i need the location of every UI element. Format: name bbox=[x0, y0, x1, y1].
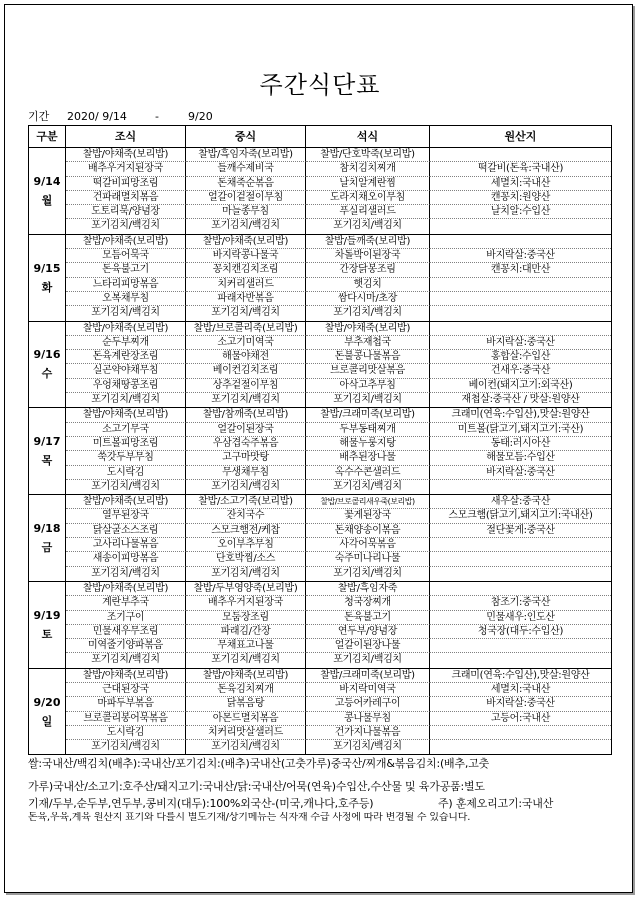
breakfast-cell: 마파두부볶음 bbox=[66, 697, 186, 711]
origin-cell bbox=[430, 740, 611, 754]
origin-cell: 세멸치:국내산 bbox=[430, 177, 611, 191]
origin-cell: 세멸치:국내산 bbox=[430, 683, 611, 697]
header-lunch: 중식 bbox=[186, 126, 306, 147]
breakfast-cell: 브로콜리봉어묵볶음 bbox=[66, 712, 186, 726]
origin-cell: 캔꽁치:원양산 bbox=[430, 191, 611, 205]
origin-cell bbox=[430, 552, 611, 566]
dinner-cell: 찰밥/단호박죽(보리밥) bbox=[306, 148, 430, 162]
lunch-cell: 바지락콩나물국 bbox=[186, 249, 306, 263]
day-label bbox=[29, 235, 66, 321]
breakfast-cell: 찰밥/야채죽(보리밥) bbox=[66, 582, 186, 596]
lunch-cell: 무채표고나물 bbox=[186, 639, 306, 653]
dinner-cell: 포기김치/백김치 bbox=[306, 219, 430, 233]
dinner-cell: 포기김치/백김치 bbox=[306, 306, 430, 320]
dinner-cell: 포기김치/백김치 bbox=[306, 393, 430, 407]
day-date: 9/19 bbox=[33, 608, 61, 622]
period-start-date: 2020/ 9/14 bbox=[67, 110, 127, 123]
lunch-cell: 꽁치캔김치조림 bbox=[186, 263, 306, 277]
origin-cell bbox=[430, 292, 611, 306]
day-blocks bbox=[29, 148, 611, 754]
origin-cell bbox=[430, 322, 611, 336]
lunch-cell: 배추우거지된장국 bbox=[186, 596, 306, 610]
day-block bbox=[29, 495, 611, 582]
origin-cell: 새우살:중국산 bbox=[430, 495, 611, 509]
origin-cell bbox=[430, 653, 611, 667]
dinner-cell: 차돌박이된장국 bbox=[306, 249, 430, 263]
lunch-cell: 파래자반볶음 bbox=[186, 292, 306, 306]
origin-cell: 크래미(연육:수입산),맛살:원양산 bbox=[430, 669, 611, 683]
dinner-cell: 콩나물무침 bbox=[306, 712, 430, 726]
dinner-cell: 포기김치/백김치 bbox=[306, 740, 430, 754]
origin-cell: 건새우:중국산 bbox=[430, 364, 611, 378]
breakfast-cell: 찰밥/야채죽(보리밥) bbox=[66, 148, 186, 162]
lunch-cell: 얼갈이된장국 bbox=[186, 423, 306, 437]
breakfast-cell: 찰밥/야채죽(보리밥) bbox=[66, 235, 186, 249]
day-weekday: 화 bbox=[41, 280, 53, 294]
lunch-cell: 찰밥/참깨죽(보리밥) bbox=[186, 408, 306, 422]
lunch-cell: 파래김/간장 bbox=[186, 625, 306, 639]
origin-cell bbox=[430, 306, 611, 320]
dinner-cell: 꽃게된장국 bbox=[306, 509, 430, 523]
breakfast-cell: 포기김치/백김치 bbox=[66, 306, 186, 320]
dinner-cell: 두부동태찌개 bbox=[306, 423, 430, 437]
lunch-cell: 우삼겹숙주볶음 bbox=[186, 437, 306, 451]
lunch-cell: 모둠장조림 bbox=[186, 611, 306, 625]
lunch-cell: 단호박찜/소스 bbox=[186, 552, 306, 566]
breakfast-cell: 실곤약야채무침 bbox=[66, 364, 186, 378]
origin-note-text: 기재/두부,순두부,연두부,콩비지(대두):100%외국산-(미국,캐나다,호주등) bbox=[28, 797, 374, 810]
lunch-cell: 돈육김치찌개 bbox=[186, 683, 306, 697]
origin-cell: 바지락살:중국산 bbox=[430, 249, 611, 263]
origin-cell bbox=[430, 480, 611, 494]
day-date: 9/20 bbox=[33, 695, 61, 709]
breakfast-cell: 도토리묵/양념장 bbox=[66, 205, 186, 219]
lunch-cell: 찰밥/두부영양죽(보리밥) bbox=[186, 582, 306, 596]
smoked-duck-note: 주) 훈제오리고기:국내산 bbox=[438, 797, 554, 810]
origin-cell bbox=[430, 567, 611, 581]
breakfast-cell: 포기김치/백김치 bbox=[66, 480, 186, 494]
breakfast-cell: 미역줄기양파볶음 bbox=[66, 639, 186, 653]
menu-table bbox=[28, 125, 612, 755]
origin-cell: 절단꽃게:중국산 bbox=[430, 524, 611, 538]
breakfast-cell: 돈육계란장조림 bbox=[66, 350, 186, 364]
breakfast-cell: 포기김치/백김치 bbox=[66, 219, 186, 233]
day-date: 9/15 bbox=[33, 261, 61, 275]
dinner-cell: 도라지채오이무침 bbox=[306, 191, 430, 205]
origin-cell: 참조기:중국산 bbox=[430, 596, 611, 610]
dinner-cell: 찰밥/들깨죽(보리밥) bbox=[306, 235, 430, 249]
origin-cell bbox=[430, 148, 611, 162]
dinner-cell: 찰밥/크래미죽(보리밥) bbox=[306, 669, 430, 683]
day-label bbox=[29, 495, 66, 581]
origin-cell bbox=[430, 235, 611, 249]
dinner-cell: 참치김치찌개 bbox=[306, 162, 430, 176]
dinner-cell: 찰밥/흑임자죽 bbox=[306, 582, 430, 596]
dinner-cell: 찰밥/브로콜리새우죽(보리밥) bbox=[306, 495, 430, 509]
lunch-cell: 포기김치/백김치 bbox=[186, 653, 306, 667]
breakfast-cell: 모듬어묵국 bbox=[66, 249, 186, 263]
breakfast-cell: 고사리나물볶음 bbox=[66, 538, 186, 552]
dinner-cell: 청국장찌개 bbox=[306, 596, 430, 610]
day-block bbox=[29, 322, 611, 409]
dinner-cell: 쌈다시마/초장 bbox=[306, 292, 430, 306]
breakfast-cell: 도시락김 bbox=[66, 726, 186, 740]
dinner-cell: 포기김치/백김치 bbox=[306, 567, 430, 581]
lunch-cell: 찰밥/야채죽(보리밥) bbox=[186, 235, 306, 249]
period-end-date: 9/20 bbox=[188, 110, 213, 123]
lunch-cell: 잔치국수 bbox=[186, 509, 306, 523]
dinner-cell: 포기김치/백김치 bbox=[306, 480, 430, 494]
dinner-cell: 돈육불고기 bbox=[306, 611, 430, 625]
dinner-cell: 옥수수콘샐러드 bbox=[306, 466, 430, 480]
lunch-cell: 닭볶음탕 bbox=[186, 697, 306, 711]
lunch-cell: 돈채죽순볶음 bbox=[186, 177, 306, 191]
dinner-cell: 건가지나물볶음 bbox=[306, 726, 430, 740]
day-block bbox=[29, 408, 611, 495]
origin-cell: 동태:러시아산 bbox=[430, 437, 611, 451]
dinner-cell: 고등어카레구이 bbox=[306, 697, 430, 711]
dinner-cell: 숙주미나리나물 bbox=[306, 552, 430, 566]
day-label bbox=[29, 582, 66, 668]
origin-cell bbox=[430, 582, 611, 596]
lunch-cell: 들깨수제비국 bbox=[186, 162, 306, 176]
origin-cell: 바지락살:중국산 bbox=[430, 336, 611, 350]
dinner-cell: 아삭고추무침 bbox=[306, 379, 430, 393]
origin-note-line: 가루)국내산/소고기:호주산/돼지고기:국내산/닭:국내산/어묵(연육)수입산,수산물 및 육가공품:별도 bbox=[28, 780, 485, 793]
lunch-cell: 상추겉절이무침 bbox=[186, 379, 306, 393]
breakfast-cell: 찰밥/야채죽(보리밥) bbox=[66, 408, 186, 422]
origin-cell bbox=[430, 726, 611, 740]
document-title: 주간식단표 bbox=[259, 71, 381, 99]
origin-cell bbox=[430, 538, 611, 552]
lunch-cell: 포기김치/백김치 bbox=[186, 306, 306, 320]
breakfast-cell: 미트볼피망조림 bbox=[66, 437, 186, 451]
breakfast-cell: 조기구이 bbox=[66, 611, 186, 625]
origin-cell: 고등어:국내산 bbox=[430, 712, 611, 726]
day-block bbox=[29, 669, 611, 755]
origin-cell: 홍합살:수입산 bbox=[430, 350, 611, 364]
lunch-cell: 포기김치/백김치 bbox=[186, 393, 306, 407]
lunch-cell: 해물야채전 bbox=[186, 350, 306, 364]
breakfast-cell: 포기김치/백김치 bbox=[66, 653, 186, 667]
day-block bbox=[29, 582, 611, 669]
breakfast-cell: 소고기무국 bbox=[66, 423, 186, 437]
header-division: 구분 bbox=[29, 126, 66, 147]
period-label: 기간 bbox=[28, 110, 50, 123]
origin-cell: 바지락살:중국산 bbox=[430, 466, 611, 480]
breakfast-cell: 열무된장국 bbox=[66, 509, 186, 523]
lunch-cell: 포기김치/백김치 bbox=[186, 740, 306, 754]
origin-cell: 미트볼(닭고기,돼지고기:국산) bbox=[430, 423, 611, 437]
lunch-cell: 아몬드멸치볶음 bbox=[186, 712, 306, 726]
lunch-cell: 소고기미역국 bbox=[186, 336, 306, 350]
lunch-cell: 포기김치/백김치 bbox=[186, 567, 306, 581]
day-weekday: 월 bbox=[41, 193, 53, 207]
origin-cell bbox=[430, 219, 611, 233]
lunch-cell: 무생채무침 bbox=[186, 466, 306, 480]
origin-note-line bbox=[28, 797, 628, 810]
dinner-cell: 찰밥/크래미죽(보리밥) bbox=[306, 408, 430, 422]
day-date: 9/17 bbox=[33, 435, 61, 449]
dinner-cell: 포기김치/백김치 bbox=[306, 653, 430, 667]
lunch-cell: 포기김치/백김치 bbox=[186, 480, 306, 494]
lunch-cell: 찰밥/야채죽(보리밥) bbox=[186, 669, 306, 683]
day-label bbox=[29, 322, 66, 408]
period-row bbox=[28, 110, 612, 124]
period-separator: - bbox=[155, 110, 159, 123]
day-label bbox=[29, 408, 66, 494]
day-label bbox=[29, 148, 66, 234]
breakfast-cell: 우엉채땅콩조림 bbox=[66, 379, 186, 393]
lunch-cell: 마늘종무침 bbox=[186, 205, 306, 219]
day-weekday: 목 bbox=[41, 454, 53, 468]
dinner-cell: 햇김치 bbox=[306, 278, 430, 292]
dinner-cell: 돈채양송이볶음 bbox=[306, 524, 430, 538]
breakfast-cell: 포기김치/백김치 bbox=[66, 567, 186, 581]
breakfast-cell: 닭살굴소스조림 bbox=[66, 524, 186, 538]
lunch-cell: 베이컨김치조림 bbox=[186, 364, 306, 378]
breakfast-cell: 건파래멸치볶음 bbox=[66, 191, 186, 205]
breakfast-cell: 오복채무침 bbox=[66, 292, 186, 306]
origin-cell: 재첩살:중국산 / 맛살:원양산 bbox=[461, 394, 580, 406]
lunch-cell: 찰밥/브로콜리죽(보리밥) bbox=[186, 322, 306, 336]
origin-cell: 크래미(연육:수입산),맛살:원양산 bbox=[430, 408, 611, 422]
day-weekday: 일 bbox=[41, 714, 53, 728]
origin-cell: 해물모듬:수입산 bbox=[430, 451, 611, 465]
dinner-cell: 돈불콩나물볶음 bbox=[306, 350, 430, 364]
breakfast-cell: 도시락김 bbox=[66, 466, 186, 480]
day-label bbox=[29, 669, 66, 755]
origin-cell: 청국장(대두:수입산) bbox=[430, 625, 611, 639]
breakfast-cell: 찰밥/야채죽(보리밥) bbox=[66, 322, 186, 336]
breakfast-cell: 포기김치/백김치 bbox=[66, 740, 186, 754]
breakfast-cell: 근대된장국 bbox=[66, 683, 186, 697]
day-block bbox=[29, 235, 611, 322]
breakfast-cell: 민물새우무조림 bbox=[66, 625, 186, 639]
lunch-cell: 치커리샐러드 bbox=[186, 278, 306, 292]
breakfast-cell: 새송이피망볶음 bbox=[66, 552, 186, 566]
table-header bbox=[29, 126, 611, 148]
day-weekday: 금 bbox=[41, 541, 53, 555]
origin-cell: 캔꽁치:대만산 bbox=[430, 263, 611, 277]
origin-cell: 민물새우:인도산 bbox=[430, 611, 611, 625]
origin-cell: 베이컨(돼지고기:외국산) bbox=[430, 379, 611, 393]
day-weekday: 수 bbox=[41, 367, 53, 381]
breakfast-cell: 떡갈비피망조림 bbox=[66, 177, 186, 191]
dinner-cell: 브로콜리맛살볶음 bbox=[306, 364, 430, 378]
lunch-cell: 포기김치/백김치 bbox=[186, 219, 306, 233]
lunch-cell: 스모크햄전/케찹 bbox=[186, 524, 306, 538]
breakfast-cell: 쑥갓두부무침 bbox=[66, 451, 186, 465]
lunch-cell: 찰밥/소고기죽(보리밥) bbox=[186, 495, 306, 509]
lunch-cell: 치커리맛살샐러드 bbox=[186, 726, 306, 740]
header-dinner: 석식 bbox=[306, 126, 430, 147]
lunch-cell: 고구마맛탕 bbox=[186, 451, 306, 465]
dinner-cell: 찰밥/야채죽(보리밥) bbox=[306, 322, 430, 336]
day-date: 9/16 bbox=[33, 348, 61, 362]
dinner-cell: 배추된장나물 bbox=[306, 451, 430, 465]
breakfast-cell: 배추우거지된장국 bbox=[66, 162, 186, 176]
header-breakfast: 조식 bbox=[66, 126, 186, 147]
lunch-cell: 오이부추무침 bbox=[186, 538, 306, 552]
dinner-cell: 바지락미역국 bbox=[306, 683, 430, 697]
dinner-cell: 해물누룽지탕 bbox=[306, 437, 430, 451]
origin-cell bbox=[430, 639, 611, 653]
lunch-cell: 얼갈이겉절이무침 bbox=[186, 191, 306, 205]
dinner-cell: 부추재첩국 bbox=[306, 336, 430, 350]
dinner-cell: 푸실리샐러드 bbox=[306, 205, 430, 219]
breakfast-cell: 계란부추국 bbox=[66, 596, 186, 610]
dinner-cell: 날치알계란찜 bbox=[306, 177, 430, 191]
day-date: 9/14 bbox=[33, 174, 61, 188]
dinner-cell: 연두부/양념장 bbox=[306, 625, 430, 639]
lunch-cell: 찰밥/흑임자죽(보리밥) bbox=[186, 148, 306, 162]
dinner-cell: 얼갈이된장나물 bbox=[306, 639, 430, 653]
breakfast-cell: 찰밥/야채죽(보리밥) bbox=[66, 669, 186, 683]
origin-cell bbox=[430, 278, 611, 292]
breakfast-cell: 포기김치/백김치 bbox=[66, 393, 186, 407]
origin-cell: 바지락살:중국산 bbox=[430, 697, 611, 711]
origin-cell: 떡갈비(돈육:국내산) bbox=[430, 162, 611, 176]
dinner-cell: 간장닭봉조림 bbox=[306, 263, 430, 277]
origin-cell: 날치알:수입산 bbox=[430, 205, 611, 219]
day-weekday: 토 bbox=[41, 627, 53, 641]
origin-cell: 스모크햄(닭고기,돼지고기:국내산) bbox=[430, 509, 611, 523]
day-date: 9/18 bbox=[33, 522, 61, 536]
header-origin: 원산지 bbox=[504, 130, 537, 143]
menu-change-notice: 돈육,우육,계육 원산지 표기와 다를시 별도기재/상기메뉴는 식자재 수급 사정에 따라 변경될 수 있습니다. bbox=[28, 812, 471, 823]
origin-note-line: 쌀:국내산/백김치(배추):국내산/포기김치:(배추)국내산(고춧가루)중국산/찌개&볶음김치:(배추,고춧 bbox=[28, 757, 490, 770]
breakfast-cell: 돈육불고기 bbox=[66, 263, 186, 277]
day-block bbox=[29, 148, 611, 235]
dinner-cell: 사각어묵볶음 bbox=[306, 538, 430, 552]
breakfast-cell: 느타리피망볶음 bbox=[66, 278, 186, 292]
breakfast-cell: 순두부찌개 bbox=[66, 336, 186, 350]
breakfast-cell: 찰밥/야채죽(보리밥) bbox=[66, 495, 186, 509]
